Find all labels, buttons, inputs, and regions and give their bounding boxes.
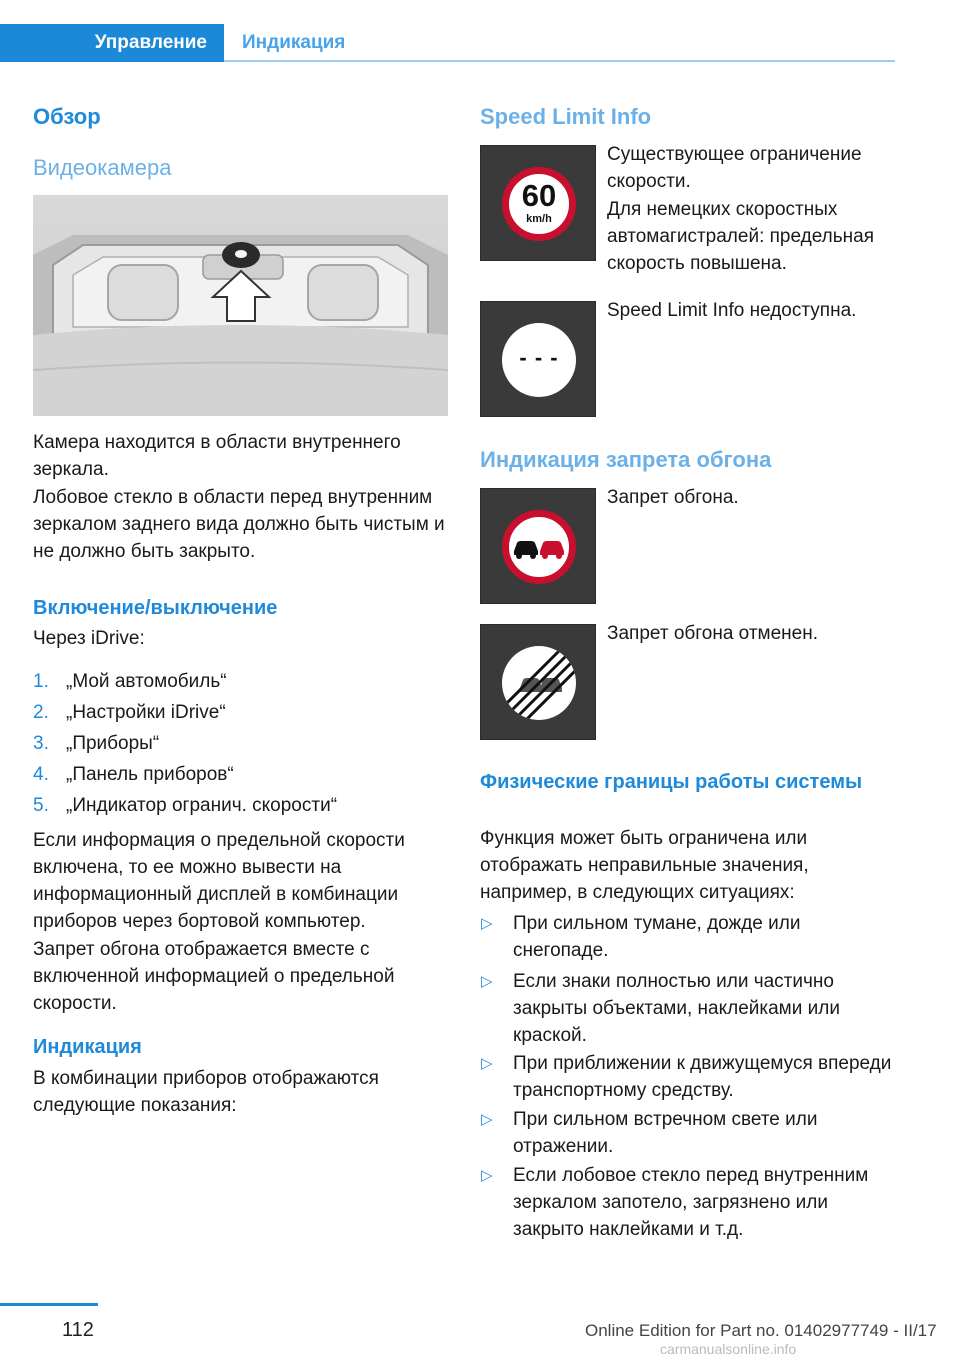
camera-photo bbox=[33, 195, 448, 416]
sli-existing-limit-text: Существующее ограничение скорости. bbox=[607, 144, 862, 192]
watermark: carmanualsonline.info bbox=[660, 1341, 797, 1357]
limits-intro-text: Функция может быть ограничена или отображать неправильные значения, например, в следующих ситуациях: bbox=[480, 828, 809, 903]
overtake-ban-lifted-text: Запрет обгона отменен. bbox=[607, 623, 818, 644]
sign-dashes: - - - bbox=[519, 345, 559, 370]
speed-limit-unavailable-icon bbox=[480, 301, 596, 417]
triangle-bullet-icon: ▷ bbox=[481, 1055, 493, 1072]
no-overtaking-end-icon bbox=[480, 624, 596, 740]
camera-location-text: Камера находится в области внутреннего зеркала. bbox=[33, 432, 401, 480]
list-text: Если лобовое стекло перед внутренним зеркалом запотело, загрязнено или закрыто наклейками и т.д. bbox=[513, 1165, 869, 1240]
heading-camera: Видеокамера bbox=[33, 155, 172, 180]
info-display-text: Если информация о предельной скорости включена, то ее можно вывести на информационный дисплей в комбинации приборов через бортовой компьютер. bbox=[33, 830, 405, 932]
list-text: Если знаки полностью или частично закрыты объектами, наклейками или краской. bbox=[513, 971, 840, 1046]
list-number: 5. bbox=[33, 795, 49, 816]
sli-autobahn-text: Для немецких скоростных автомагистралей: предельная скорость повышена. bbox=[607, 199, 874, 274]
car-interior-illustration bbox=[33, 195, 448, 416]
footer-divider bbox=[0, 1303, 98, 1306]
list-number: 2. bbox=[33, 702, 49, 723]
heading-on-off: Включение/выключение bbox=[33, 597, 278, 619]
triangle-bullet-icon: ▷ bbox=[481, 1167, 493, 1184]
end-restriction-icon bbox=[502, 646, 576, 720]
sign-circle bbox=[502, 167, 576, 241]
header-divider bbox=[224, 60, 895, 62]
speed-limit-60-icon bbox=[480, 145, 596, 261]
tab-control[interactable]: Управление bbox=[0, 24, 224, 62]
triangle-bullet-icon: ▷ bbox=[481, 1111, 493, 1128]
list-text: При сильном встречном свете или отражении. bbox=[513, 1109, 818, 1157]
list-number: 1. bbox=[33, 671, 49, 692]
heading-display: Индикация bbox=[33, 1036, 142, 1058]
list-text: „Настройки iDrive“ bbox=[66, 702, 226, 723]
list-text: „Индикатор огранич. скорости“ bbox=[66, 795, 338, 816]
triangle-bullet-icon: ▷ bbox=[481, 915, 493, 932]
sign-circle bbox=[502, 646, 576, 720]
heading-speed-limit-info: Speed Limit Info bbox=[480, 104, 652, 129]
tab-display[interactable]: Индикация bbox=[242, 32, 346, 53]
list-text: При сильном тумане, дожде или снегопаде. bbox=[513, 913, 801, 961]
sign-unit: km/h bbox=[526, 213, 552, 225]
no-overtaking-icon bbox=[480, 488, 596, 604]
edition-text: Online Edition for Part no. 01402977749 - II/17 bbox=[585, 1321, 937, 1340]
list-text: „Панель приборов“ bbox=[66, 764, 234, 785]
triangle-bullet-icon: ▷ bbox=[481, 973, 493, 990]
heading-overview: Обзор bbox=[33, 104, 101, 129]
overtake-ban-text: Запрет обгона. bbox=[607, 487, 739, 508]
sign-circle bbox=[502, 323, 576, 397]
cars-icon bbox=[509, 517, 569, 577]
windshield-note: Лобовое стекло в области перед внутренним зеркалом заднего вида должно быть чистым и не должно быть закрыто. bbox=[33, 487, 445, 562]
page-number: 112 bbox=[62, 1319, 94, 1341]
list-text: „Приборы“ bbox=[66, 733, 160, 754]
display-intro-text: В комбинации приборов отображаются следующие показания: bbox=[33, 1068, 379, 1116]
sign-circle bbox=[502, 510, 576, 584]
sign-speed-value: 60 bbox=[521, 178, 557, 213]
overtake-info-text: Запрет обгона отображается вместе с включенной информацией о предельной скорости. bbox=[33, 939, 395, 1014]
heading-system-limits: Физические границы работы системы bbox=[480, 771, 863, 793]
sli-unavailable-text: Speed Limit Info недоступна. bbox=[607, 300, 857, 321]
heading-overtake: Индикация запрета обгона bbox=[480, 447, 772, 472]
list-number: 4. bbox=[33, 764, 49, 785]
via-idrive-text: Через iDrive: bbox=[33, 628, 145, 649]
list-number: 3. bbox=[33, 733, 49, 754]
list-text: При приближении к движущемуся впереди транспортному средству. bbox=[513, 1053, 892, 1101]
list-text: „Мой автомобиль“ bbox=[66, 671, 227, 692]
